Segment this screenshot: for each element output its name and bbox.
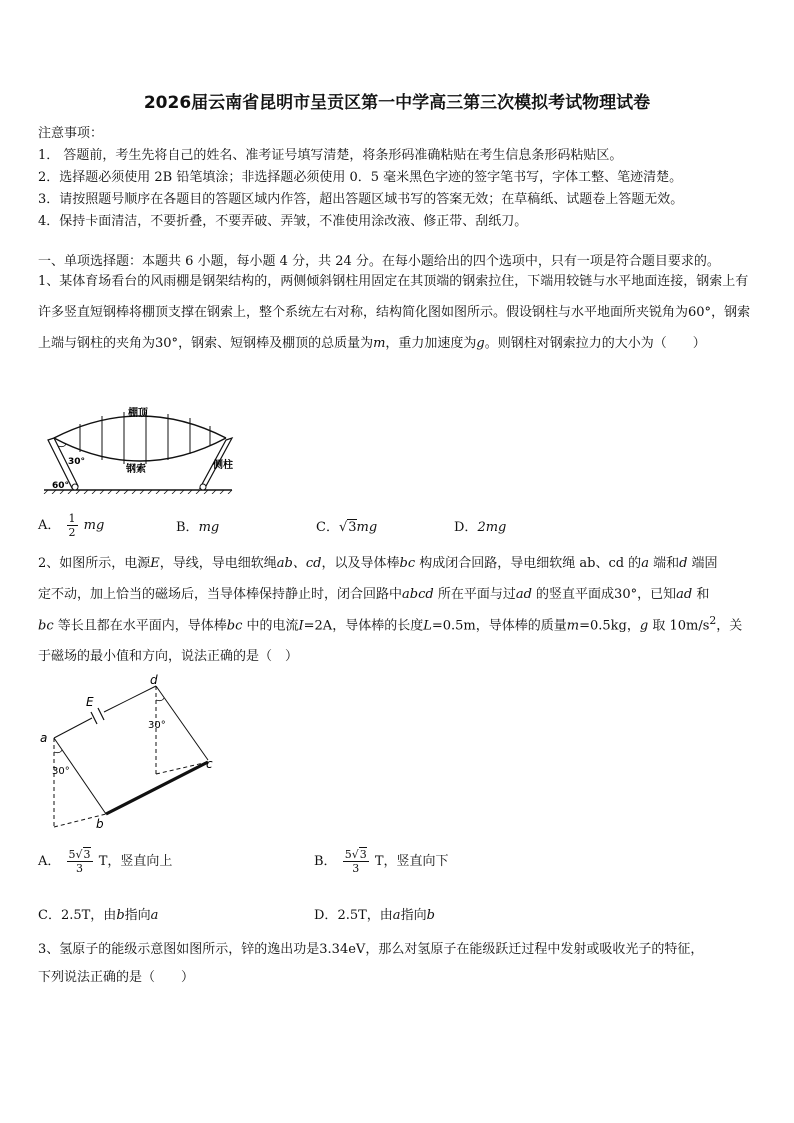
q2-option-c[interactable]: C．2.5T，由b指向a: [38, 908, 159, 923]
question-3-line: 3、氢原子的能级示意图如图所示，锌的逸出功是3.34eV，那么对氢原子在能级跃迁过程中发射或吸收光子的特征，: [38, 942, 704, 957]
label-c: c: [206, 757, 213, 771]
pillar-label: 侧柱: [213, 460, 233, 471]
q1-option-a[interactable]: A． $\frac{1}{2}$ mg: [38, 512, 105, 539]
notice-item: 2．选择题必须使用 2B 铅笔填涂；非选择题必须使用 0．5 毫米黑色字迹的签字笔书写，字体工整、笔迹清楚。: [38, 170, 683, 185]
q2-option-d[interactable]: D．2.5T，由a指向b: [314, 908, 435, 923]
question-2-line: 2、如图所示，电源E，导线，导电细软绳ab、cd，以及导体棒bc 构成闭合回路，导电细软绳 ab、cd 的a 端和d 端固: [38, 556, 718, 571]
canopy-diagram: [40, 402, 240, 494]
notice-item: 3．请按照题号顺序在各题目的答题区域内作答，超出答题区域书写的答案无效；在草稿纸、试题卷上答题无效。: [38, 192, 684, 207]
label-d: d: [150, 673, 158, 687]
q1-option-d[interactable]: D．2mg: [454, 520, 507, 535]
question-1-text: 1、某体育场看台的风雨棚是钢架结构的，两侧倾斜钢柱用固定在其顶端的钢索拉住，下端用较链与水平地面连接，钢索上有许多竖直短钢棒将棚顶支撑在钢索上，整个系统左右对称，结构简化图如图所示。假设钢柱与水平地面所夹锐角为60°，钢索上端与钢柱的夹角为30°，钢索、短钢棒及棚顶的总质量为m，重力加速度为g。则钢柱对钢索拉力的大小为（ ）: [38, 274, 751, 351]
label-E: E: [86, 695, 94, 709]
question-2-line: bc 等长且都在水平面内，导体棒bc 中的电流I=2A，导体棒的长度L=0.5m，导体棒的质量m=0.5kg，g 取 $10m/s^2$，关: [38, 614, 743, 634]
roof-label: 棚顶: [128, 408, 148, 419]
angle-30-a: 30°: [52, 766, 70, 777]
notice-item: 4．保持卡面清洁，不要折叠，不要弄破、弄皱，不准使用涂改液、修正带、刮纸刀。: [38, 214, 528, 229]
q2-option-a[interactable]: A． $\frac{5√3}{3}$ T，竖直向上: [38, 848, 173, 875]
question-2-line: 定不动，加上恰当的磁场后，当导体棒保持静止时，闭合回路中abcd 所在平面与过ad 的竖直平面成30°，已知ad 和: [38, 587, 710, 602]
question-3-line: 下列说法正确的是（ ）: [38, 970, 195, 985]
notice-item: 1． 答题前，考生先将自己的姓名、准考证号填写清楚，将条形码准确粘贴在考生信息条形码粘贴区。: [38, 148, 623, 163]
question-2-line: 于磁场的最小值和方向，说法正确的是（ ）: [38, 649, 299, 664]
page-title: 2026届云南省昆明市呈贡区第一中学高三第三次模拟考试物理试卷: [143, 93, 651, 113]
angle-60-label: 60°: [52, 481, 70, 491]
q1-option-c[interactable]: C．√3mg: [316, 520, 378, 535]
q1-option-b[interactable]: B．mg: [176, 520, 220, 535]
q2-option-b[interactable]: B． $\frac{5√3}{3}$ T，竖直向下: [314, 848, 449, 875]
label-a: a: [40, 731, 48, 745]
cable-label: 钢索: [126, 464, 146, 475]
section-heading: 一、单项选择题：本题共 6 小题，每小题 4 分，共 24 分。在每小题给出的四个选项中，只有一项是符合题目要求的。: [38, 254, 720, 269]
label-b: b: [96, 817, 104, 831]
notice-heading: 注意事项：: [38, 126, 104, 141]
angle-30-label: 30°: [68, 457, 86, 467]
circuit-diagram: [38, 672, 228, 834]
angle-30-d: 30°: [148, 720, 166, 731]
